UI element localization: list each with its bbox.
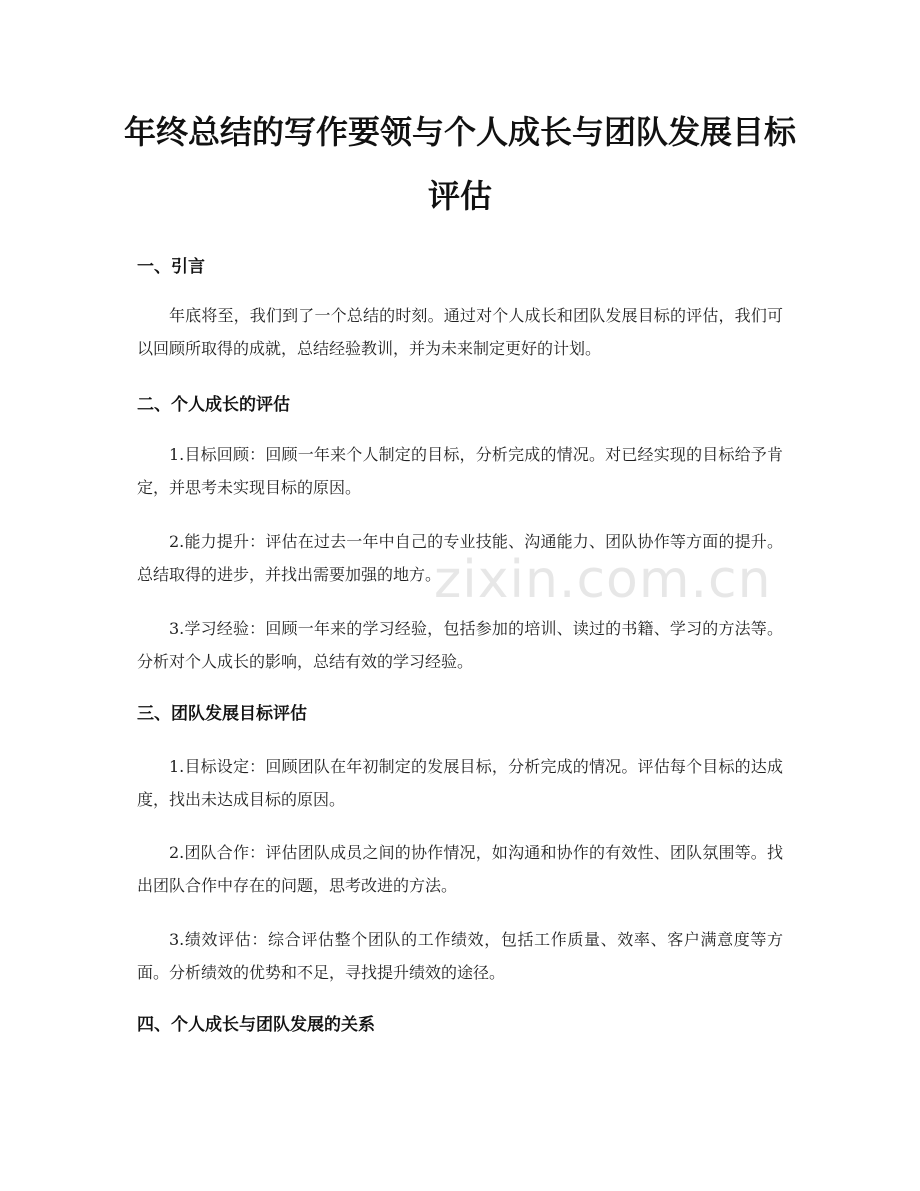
paragraph-performance-evaluation: 3.绩效评估：综合评估整个团队的工作绩效，包括工作质量、效率、客户满意度等方面。分析绩效的优势和不足，寻找提升绩效的途径。 <box>137 930 783 982</box>
section-heading-personal-growth: 二、个人成长的评估 <box>137 395 290 415</box>
paragraph-goal-setting: 1.目标设定：回顾团队在年初制定的发展目标，分析完成的情况。评估每个目标的达成度，找出未达成目标的原因。 <box>137 757 783 809</box>
paragraph-team-cooperation: 2.团队合作：评估团队成员之间的协作情况，如沟通和协作的有效性、团队氛围等。找出团队合作中存在的问题，思考改进的方法。 <box>137 843 783 895</box>
document-title: 年终总结的写作要领与个人成长与团队发展目标评估 <box>123 113 796 215</box>
paragraph-goal-review: 1.目标回顾：回顾一年来个人制定的目标，分析完成的情况。对已经实现的目标给予肯定，并思考未实现目标的原因。 <box>137 445 783 497</box>
section-heading-relationship: 四、个人成长与团队发展的关系 <box>137 1015 375 1035</box>
paragraph-introduction: 年底将至，我们到了一个总结的时刻。通过对个人成长和团队发展目标的评估，我们可以回顾所取得的成就，总结经验教训，并为未来制定更好的计划。 <box>137 306 783 358</box>
section-heading-introduction: 一、引言 <box>137 257 205 277</box>
paragraph-ability-improvement: 2.能力提升：评估在过去一年中自己的专业技能、沟通能力、团队协作等方面的提升。总结取得的进步，并找出需要加强的地方。 <box>137 532 783 584</box>
watermark: zixin.com.cn <box>434 550 772 610</box>
paragraph-learning-experience: 3.学习经验：回顾一年来的学习经验，包括参加的培训、读过的书籍、学习的方法等。分析对个人成长的影响，总结有效的学习经验。 <box>137 619 783 671</box>
section-heading-team-development: 三、团队发展目标评估 <box>137 704 307 724</box>
